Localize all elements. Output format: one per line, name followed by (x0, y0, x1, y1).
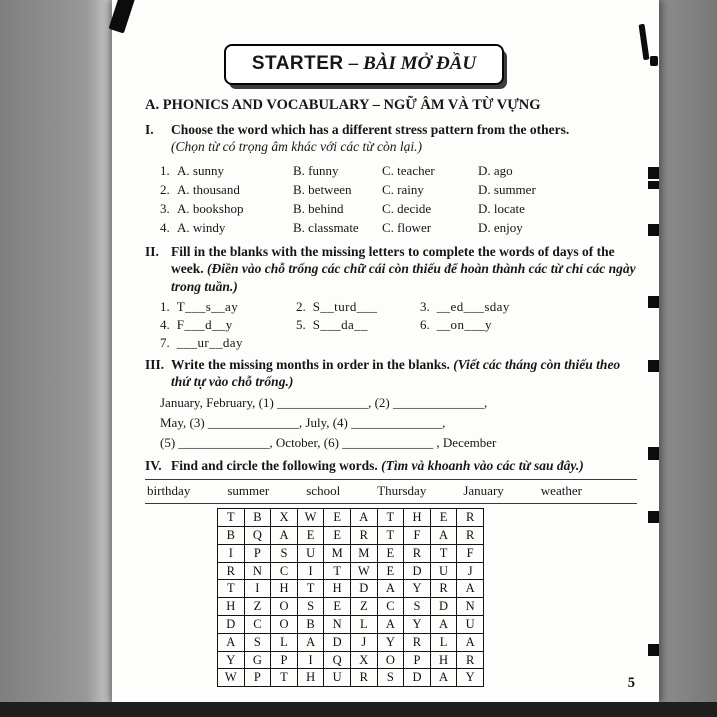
day-word-blank: S___da__ (312, 317, 368, 333)
exercise-3-instruction (171, 356, 637, 391)
scan-artifact (648, 167, 659, 179)
exercise-4-instruction (171, 457, 637, 474)
grid-letter-cell: R (457, 527, 484, 545)
day-item (420, 316, 637, 334)
grid-letter-cell: T (431, 545, 458, 563)
option-d: D. ago (478, 162, 513, 178)
grid-letter-cell: B (245, 509, 272, 527)
exercise-2-instruction-en: Fill in the blanks with the missing letters to complete the words of days of the week. (171, 243, 615, 277)
stress-options-table (160, 161, 637, 237)
option-b: B. behind (293, 200, 344, 216)
item-number: 4. (160, 317, 170, 333)
grid-letter-cell: L (431, 634, 458, 652)
grid-row (218, 634, 484, 652)
grid-letter-cell: Z (351, 598, 378, 616)
grid-letter-cell: T (218, 580, 245, 598)
grid-letter-cell: B (218, 527, 245, 545)
grid-letter-cell: O (271, 616, 298, 634)
day-item (296, 298, 420, 316)
grid-letter-cell: C (245, 616, 272, 634)
search-word: birthday (147, 483, 191, 499)
exercise-1 (145, 121, 637, 237)
grid-letter-cell: W (351, 563, 378, 581)
grid-letter-cell: Z (245, 598, 272, 616)
grid-letter-cell: H (324, 580, 351, 598)
page-number: 5 (627, 675, 635, 691)
grid-letter-cell: J (351, 634, 378, 652)
word-list-bar (145, 479, 637, 504)
grid-letter-cell: A (431, 669, 458, 687)
grid-letter-cell: Q (324, 652, 351, 670)
grid-letter-cell: P (271, 652, 298, 670)
exercise-4-numeral: IV. (145, 457, 162, 473)
grid-letter-cell: A (378, 616, 405, 634)
exercise-4-instruction-vi: (Tìm và khoanh vào các từ sau đây.) (381, 457, 584, 473)
grid-letter-cell: D (351, 580, 378, 598)
grid-letter-cell: D (404, 563, 431, 581)
option-a: A. windy (177, 219, 226, 235)
item-number: 1. (160, 299, 170, 315)
grid-letter-cell: Y (457, 669, 484, 687)
grid-letter-cell: O (271, 598, 298, 616)
grid-letter-cell: A (351, 509, 378, 527)
grid-letter-cell: A (298, 634, 325, 652)
grid-letter-cell: H (431, 652, 458, 670)
grid-letter-cell: H (298, 669, 325, 687)
grid-letter-cell: J (457, 563, 484, 581)
grid-letter-cell: Y (378, 634, 405, 652)
grid-letter-cell: R (404, 545, 431, 563)
option-d: D. locate (478, 200, 525, 216)
grid-letter-cell: W (218, 669, 245, 687)
grid-letter-cell: F (457, 545, 484, 563)
scan-artifact (648, 181, 659, 189)
book-page (112, 0, 659, 702)
month-line: (5) ______________, October, (6) ______________ , December (160, 434, 497, 450)
grid-letter-cell: G (245, 652, 272, 670)
scan-artifact (648, 644, 659, 656)
grid-letter-cell: M (324, 545, 351, 563)
grid-letter-cell: E (378, 563, 405, 581)
option-c: C. flower (382, 219, 432, 235)
grid-letter-cell: T (378, 509, 405, 527)
exercise-4-instruction-en: Find and circle the following words. (171, 457, 378, 473)
grid-letter-cell: H (271, 580, 298, 598)
day-word-blank: __ed___sday (436, 299, 510, 315)
grid-letter-cell: R (351, 669, 378, 687)
grid-letter-cell: N (457, 598, 484, 616)
option-c: C. rainy (382, 181, 424, 197)
grid-letter-cell: R (457, 509, 484, 527)
grid-letter-cell: T (218, 509, 245, 527)
month-blank-lines (160, 393, 637, 453)
grid-letter-cell: D (404, 669, 431, 687)
grid-letter-cell: M (351, 545, 378, 563)
scan-artifact (648, 224, 659, 236)
section-a-heading: A. PHONICS AND VOCABULARY – NGỮ ÂM VÀ TỪ VỰNG (145, 97, 541, 113)
item-number: 3. (420, 299, 430, 315)
grid-letter-cell: B (298, 616, 325, 634)
option-b: B. funny (293, 162, 339, 178)
option-a: A. thousand (177, 181, 240, 197)
grid-letter-cell: Q (245, 527, 272, 545)
grid-letter-cell: Y (404, 580, 431, 598)
exercise-3 (145, 356, 637, 453)
exercise-1-instruction-vi: (Chọn từ có trọng âm khác với các từ còn lại.) (171, 139, 423, 155)
grid-row (218, 669, 484, 687)
grid-letter-cell: H (218, 598, 245, 616)
chapter-title-dash: – (348, 53, 359, 74)
search-word: weather (540, 483, 582, 499)
grid-letter-cell: L (351, 616, 378, 634)
grid-letter-cell: R (404, 634, 431, 652)
grid-letter-cell: W (298, 509, 325, 527)
exercise-4 (145, 457, 637, 687)
grid-letter-cell: R (218, 563, 245, 581)
day-word-blank: F___d__y (176, 317, 233, 333)
grid-letter-cell: X (351, 652, 378, 670)
item-number: 7. (160, 335, 170, 351)
grid-letter-cell: U (457, 616, 484, 634)
item-number: 4. (160, 219, 170, 235)
grid-letter-cell: E (324, 598, 351, 616)
day-word-blank: S__turd___ (312, 299, 378, 315)
item-number: 1. (160, 162, 170, 178)
month-line: January, February, (1) ______________, (2) ______________, (160, 394, 488, 410)
grid-row (218, 509, 484, 527)
exercise-2-numeral: II. (145, 243, 159, 259)
grid-letter-cell: E (324, 509, 351, 527)
grid-letter-cell: U (298, 545, 325, 563)
grid-letter-cell: A (457, 580, 484, 598)
option-d: D. enjoy (478, 219, 523, 235)
grid-letter-cell: R (351, 527, 378, 545)
grid-letter-cell: P (245, 669, 272, 687)
grid-letter-cell: O (378, 652, 405, 670)
exercise-2-instruction-vi: (Điền vào chỗ trống các chữ cái còn thiếu để hoàn thành các từ chỉ các ngày trong tuần.) (171, 261, 636, 294)
grid-letter-cell: C (271, 563, 298, 581)
item-number: 3. (160, 200, 170, 216)
scan-artifact (648, 511, 659, 523)
day-word-blank: ___ur__day (176, 335, 243, 351)
grid-letter-cell: S (298, 598, 325, 616)
exercise-1-instruction-en: Choose the word which has a different stress pattern from the others. (171, 122, 570, 137)
grid-letter-cell: A (271, 527, 298, 545)
grid-letter-cell: T (324, 563, 351, 581)
grid-letter-cell: A (378, 580, 405, 598)
grid-letter-cell: R (431, 580, 458, 598)
exercise-1-numeral: I. (145, 122, 154, 137)
option-row (160, 180, 637, 199)
exercise-2 (145, 243, 637, 352)
grid-row (218, 563, 484, 581)
grid-row (218, 652, 484, 670)
grid-letter-cell: I (298, 652, 325, 670)
grid-letter-cell: D (324, 634, 351, 652)
grid-letter-cell: A (431, 616, 458, 634)
option-b: B. between (293, 181, 352, 197)
item-number: 5. (296, 317, 306, 333)
grid-letter-cell: U (431, 563, 458, 581)
grid-letter-cell: I (218, 545, 245, 563)
scan-artifact (648, 296, 659, 308)
exercise-1-instruction (171, 121, 637, 156)
search-word: Thursday (377, 483, 427, 499)
grid-letter-cell: E (431, 509, 458, 527)
grid-letter-cell: E (298, 527, 325, 545)
grid-letter-cell: D (218, 616, 245, 634)
grid-row (218, 545, 484, 563)
grid-letter-cell: E (324, 527, 351, 545)
scan-artifact (648, 360, 659, 372)
grid-row (218, 527, 484, 545)
chapter-banner (224, 44, 504, 85)
day-word-blank: T___s__ay (176, 299, 239, 315)
option-d: D. summer (478, 181, 536, 197)
grid-letter-cell: Y (218, 652, 245, 670)
grid-letter-cell: R (457, 652, 484, 670)
search-word: January (463, 483, 504, 499)
grid-row (218, 616, 484, 634)
option-c: C. decide (382, 200, 432, 216)
word-search-grid (217, 508, 484, 687)
scan-artifact (648, 447, 659, 460)
option-a: A. sunny (177, 162, 224, 178)
day-item (296, 316, 420, 334)
option-a: A. bookshop (177, 200, 244, 216)
chapter-title-vi: BÀI MỞ ĐẦU (363, 53, 477, 74)
item-number: 6. (420, 317, 430, 333)
option-row (160, 199, 637, 218)
day-item (160, 298, 296, 316)
grid-letter-cell: X (271, 509, 298, 527)
grid-letter-cell: U (324, 669, 351, 687)
option-b: B. classmate (293, 219, 359, 235)
grid-row (218, 580, 484, 598)
grid-letter-cell: S (404, 598, 431, 616)
day-items-grid (160, 298, 637, 352)
grid-letter-cell: C (378, 598, 405, 616)
day-word-blank: __on___y (436, 317, 492, 333)
grid-letter-cell: E (378, 545, 405, 563)
item-number: 2. (160, 181, 170, 197)
option-row (160, 161, 637, 180)
option-row (160, 218, 637, 237)
grid-letter-cell: F (404, 527, 431, 545)
day-item (160, 316, 296, 334)
grid-letter-cell: S (245, 634, 272, 652)
grid-letter-cell: A (431, 527, 458, 545)
grid-letter-cell: P (245, 545, 272, 563)
day-item (420, 298, 637, 316)
grid-letter-cell: S (378, 669, 405, 687)
search-word: summer (227, 483, 270, 499)
chapter-title-en: STARTER (251, 53, 344, 74)
grid-letter-cell: Y (404, 616, 431, 634)
grid-letter-cell: A (218, 634, 245, 652)
grid-letter-cell: D (431, 598, 458, 616)
grid-letter-cell: N (245, 563, 272, 581)
month-line: May, (3) ______________, July, (4) ______________, (160, 414, 446, 430)
page-content (145, 0, 637, 687)
grid-letter-cell: I (298, 563, 325, 581)
grid-letter-cell: H (404, 509, 431, 527)
grid-letter-cell: S (271, 545, 298, 563)
exercise-3-instruction-vi: (Viết các tháng còn thiếu theo thứ tự vào chỗ trống.) (171, 357, 621, 390)
grid-letter-cell: I (245, 580, 272, 598)
scan-bottom-edge (0, 702, 717, 717)
exercise-2-instruction (171, 243, 637, 295)
item-number: 2. (296, 299, 306, 315)
day-item (160, 334, 296, 352)
grid-letter-cell: P (404, 652, 431, 670)
grid-letter-cell: T (378, 527, 405, 545)
search-word: school (306, 483, 341, 499)
grid-letter-cell: A (457, 634, 484, 652)
grid-letter-cell: L (271, 634, 298, 652)
option-c: C. teacher (382, 162, 435, 178)
grid-row (218, 598, 484, 616)
grid-letter-cell: T (298, 580, 325, 598)
grid-letter-cell: N (324, 616, 351, 634)
exercise-3-instruction-en: Write the missing months in order in the blanks. (171, 357, 450, 373)
grid-letter-cell: T (271, 669, 298, 687)
scan-artifact (650, 56, 658, 66)
exercise-3-numeral: III. (145, 357, 165, 373)
